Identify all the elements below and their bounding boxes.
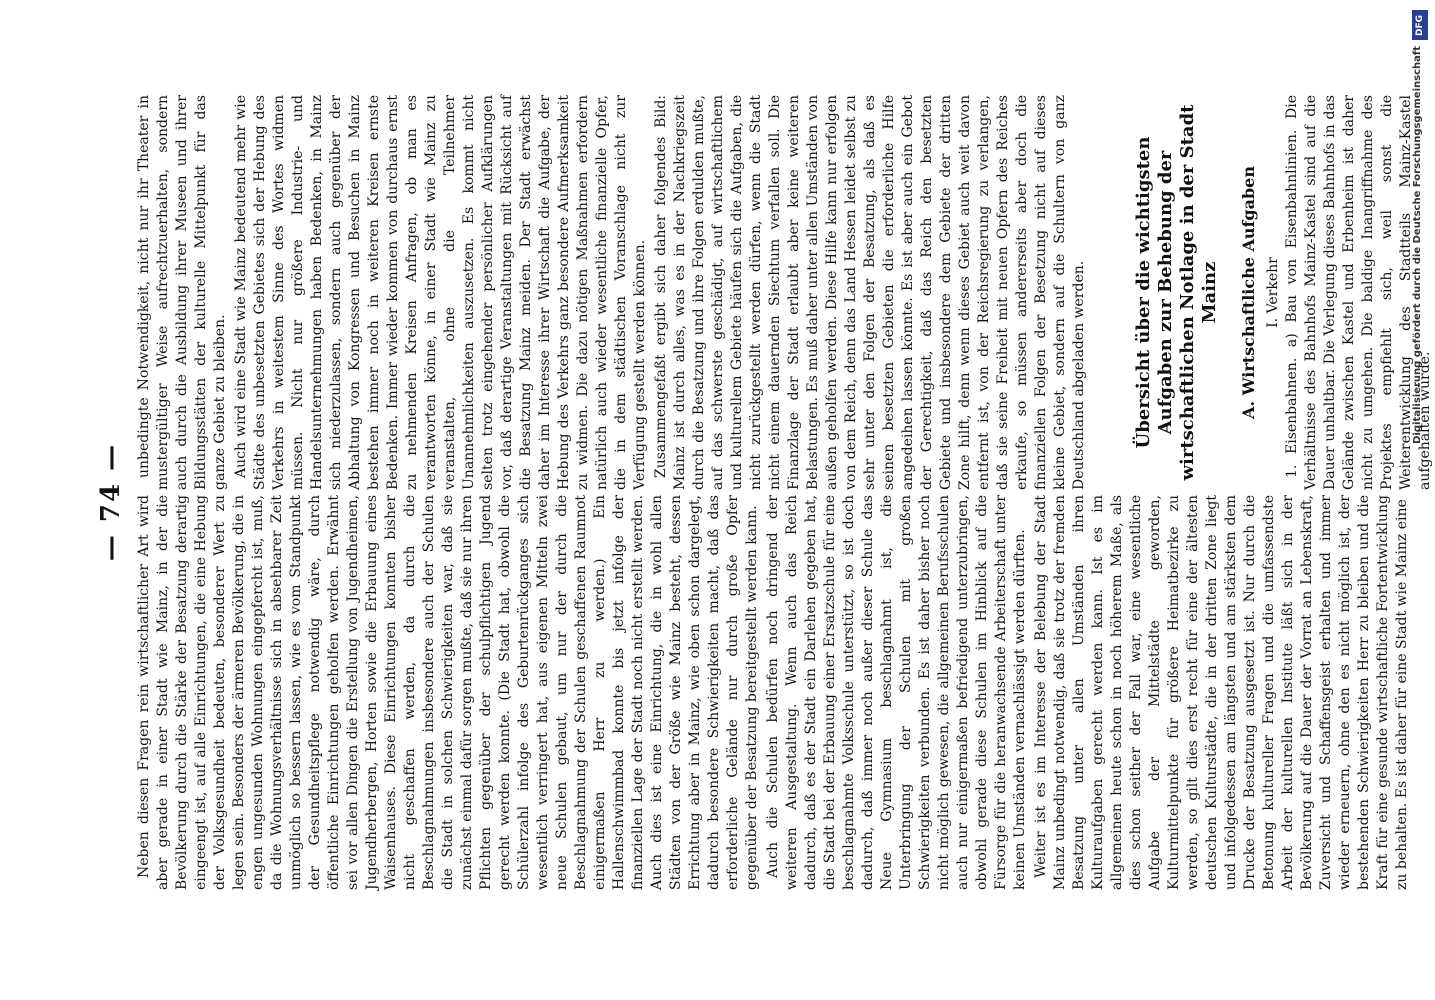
section-heading xyxy=(1133,95,1283,490)
section-title: Übersicht über die wichtigsten Aufgaben zur Behebung der wirtschaftlichen Notlage in der Stadt Mainz xyxy=(1133,104,1220,481)
left-paragraph-2: Auch die Schulen bedürfen noch dringend der weiteren Ausgestaltung. Wenn auch das Reich dadurch, daß es der Stadt ein Darlehen gegeben hat, die Stadt bei der Erbauung einer Ersatzschule für eine beschlagnahmte Volksschule unterstützt, so ist doch dadurch, daß immer noch außer dieser Schule das Neue Gymnasium beschlagnahmt ist, die Unterbringung der Schulen mit großen Schwierigkeiten verbunden. Es ist daher bisher noch nicht möglich gewesen, die allgemeinen Berufsschulen auch nur einigermaßen befriedigend unterzubringen, obwohl gerade diese Schulen im Hinblick auf die Fürsorge für die heranwachsende Arbeiterschaft unter keinen Umständen vernachlässigt werden dürften. xyxy=(765,495,1028,890)
digitization-credit: Digitalisierung gefördert durch die Deutsche Forschungsgemeinschaft xyxy=(1412,46,1423,444)
left-paragraph-3: Weiter ist es im Interesse der Belebung der Stadt Mainz unbedingt notwendig, daß sie trotz der fremden Besatzung unter allen Umständen ihren Kulturaufgaben gerecht werden kann. Ist es im allgemeinen heute schon in noch höherem Maße, als dies schon seither der Fall war, eine wesentliche Aufgabe der Mittelstädte geworden, Kulturmittelpunkte für größere Heimatbezirke zu werden, so gilt dies erst recht für eine der ältesten deutschen Kulturstädte, die in der dritten Zone liegt und infolgedessen am längsten und am stärksten dem Drucke der Besatzung ausgesetzt ist. Nur durch die Betonung kultureller Fragen und die umfassendste Arbeit der kulturellen Institute läßt sich in der Bevölkerung auf die Dauer der Vorrat an Lebenskraft, Zuversicht und Schaffensgeist erhalten und immer wieder erneuern, ohne den es nicht möglich ist, der bestehenden Schwierigkeiten Herr zu bleiben und die Kraft für eine gesunde wirtschaftliche Fortentwicklung zu behalten. Es ist daher für eine Stadt wie Mainz eine xyxy=(1033,495,1410,890)
right-paragraph-2: Auch wird eine Stadt wie Mainz bedeutend mehr wie Städte des unbesetzten Gebietes sich der Hebung des Verkehrs in weitestem Sinne des Wortes widmen müssen. Nicht nur größere Industrie- und Handelsunternehmungen haben Bedenken, in Mainz sich niederzulassen, sondern auch gegenüber der Abhaltung von Kongressen und Besuchen in Mainz bestehen immer noch in weiteren Kreisen ernste Bedenken. Immer wieder kommen von durchaus ernst zu nehmenden Kreisen Anfragen, ob man es verantworten könne, in einer Stadt wie Mainz zu veranstalten, ohne die Teilnehmer Unannehmlichkeiten auszusetzen. Es kommt nicht selten trotz eingehender persönlicher Aufklärungen vor, daß derartige Veranstaltungen mit Rücksicht auf die Besatzung Mainz meiden. Der Stadt erwächst daher im Interesse ihrer Wirtschaft die Aufgabe, der Hebung des Verkehrs ganz besondere Aufmerksamkeit zu widmen. Die dazu nötigen Maßnahmen erfordern natürlich auch wieder wesentliche finanzielle Opfer, die in dem städtischen Voranschlage nicht zur Verfügung gestellt werden können. xyxy=(233,95,648,490)
right-paragraph-3: Zusammengefaßt ergibt sich daher folgendes Bild: Mainz ist durch alles, was es in der Nachkriegszeit durch die Besatzung und ihre Folgen erdulden mußte, auf das schwerste geschädigt, auf wirtschaftlichem und kulturellem Gebiete häufen sich die Aufgaben, die nicht zurückgestellt werden dürfen, wenn die Stadt nicht einem dauernden Siechtum verfallen soll. Die Finanzlage der Stadt erlaubt aber keine weiteren Belastungen. Es muß daher unter allen Umständen von außen geholfen werden. Diese Hilfe kann nur erfolgen von dem Reich, denn das Land Hessen leidet selbst zu sehr unter den Folgen der Besatzung, als daß es seinen besetzten Gebieten die erforderliche Hilfe angedeihen lassen könnte. Es ist aber auch ein Gebot der Gerechtigkeit, daß das Reich den besetzten Gebiete und insbesondere dem Gebiete der dritten Zone hilft, denn wenn dieses Gebiet auch weit davon entfernt ist, von der Reichsregierung zu verlangen, daß sie seine Freiheit mit neuen Opfern des Reiches erkaufe, so müssen andererseits aber doch die finanziellen Folgen der Besetzung nicht auf dieses kleine Gebiet, sondern auf die Schultern von ganz Deutschland abgeladen werden. xyxy=(653,95,1087,490)
dfg-sidebar xyxy=(1408,6,1432,444)
page-number: — 74 — xyxy=(96,442,126,562)
section-subsubtitle: I. Verkehr xyxy=(1265,257,1281,328)
left-column xyxy=(135,495,1410,890)
left-paragraph-1: Neben diesen Fragen rein wirtschaftlicher Art wird aber gerade in einer Stadt wie Mainz, in der die Bevölkerung durch die Stärke der Besatzung derartig eingeengt ist, auf alle Einrichtungen, die eine Hebung der Volksgesundheit bedeuten, besonderer Wert zu legen sein. Besonders der ärmeren Bevölkerung, die in engen ungesunden Wohnungen eingepfercht ist, muß, da die Wohnungsverhältnisse sich in absehbarer Zeit unmöglich so bessern lassen, wie es vom Standpunkt der Gesundheitspflege notwendig wäre, durch öffentliche Einrichtungen geholfen werden. Erwähnt sei vor allen Dingen die Erstellung von Jugendheimen, Jugendherbergen, Horten sowie die Erbauung eines Waisenhauses. Diese Einrichtungen konnten bisher nicht geschaffen werden, da durch die Beschlagnahmungen insbesondere auch der Schulen die Stadt in solchen Schwierigkeiten war, daß sie zunächst einmal dafür sorgen mußte, daß sie nur ihren Pflichten gegenüber der schulpflichtigen Jugend gerecht werden konnte. (Die Stadt hat, obwohl die Schülerzahl infolge des Geburtenrückganges sich wesentlich verringert hat, aus eigenen Mitteln zwei neue Schulen gebaut, um nur der durch die Beschlagnahmung der Schulen geschaffenen Raumnot einigermaßen Herr zu werden.) Ein Hallenschwimmbad konnte bis jetzt infolge der finanziellen Lage der Stadt noch nicht erstellt werden. Auch dies ist eine Einrichtung, die in wohl allen Städten von der Größe wie Mainz besteht, dessen Errichtung aber in Mainz, wie oben schon dargelegt, dadurch besondere Schwierigkeiten macht, daß das erforderliche Gelände nur durch große Opfer gegenüber der Besatzung bereitgestellt werden kann. xyxy=(136,495,760,890)
section-subtitle: A. Wirtschaftliche Aufgaben xyxy=(1239,166,1258,419)
right-paragraph-1: unbedingte Notwendigkeit, nicht nur ihr Theater in mustergültiger Weise aufrechtzuerhalten, sondern auch durch die Ausbildung ihrer Museen und ihrer Bildungsstätten der kulturelle Mittelpunkt für das ganze Gebiet zu bleiben. xyxy=(136,95,228,490)
section-paragraph: 1. Eisenbahnen. a) Bau von Eisenbahnlinien. Die Verhältnisse des Bahnhofs Mainz-Kastel sind auf die Dauer unhaltbar. Die Verlegung dieses Bahnhofs in das Gelände zwischen Kastel und Erbenheim ist daher nicht zu umgehen. Die baldige Inangriffnahme des Projektes empfiehlt sich, weil sonst die Weiterentwicklung des Stadtteils Mainz-Kastel aufgehalten würde. xyxy=(1284,95,1433,490)
dfg-logo: DFG xyxy=(1412,10,1428,40)
